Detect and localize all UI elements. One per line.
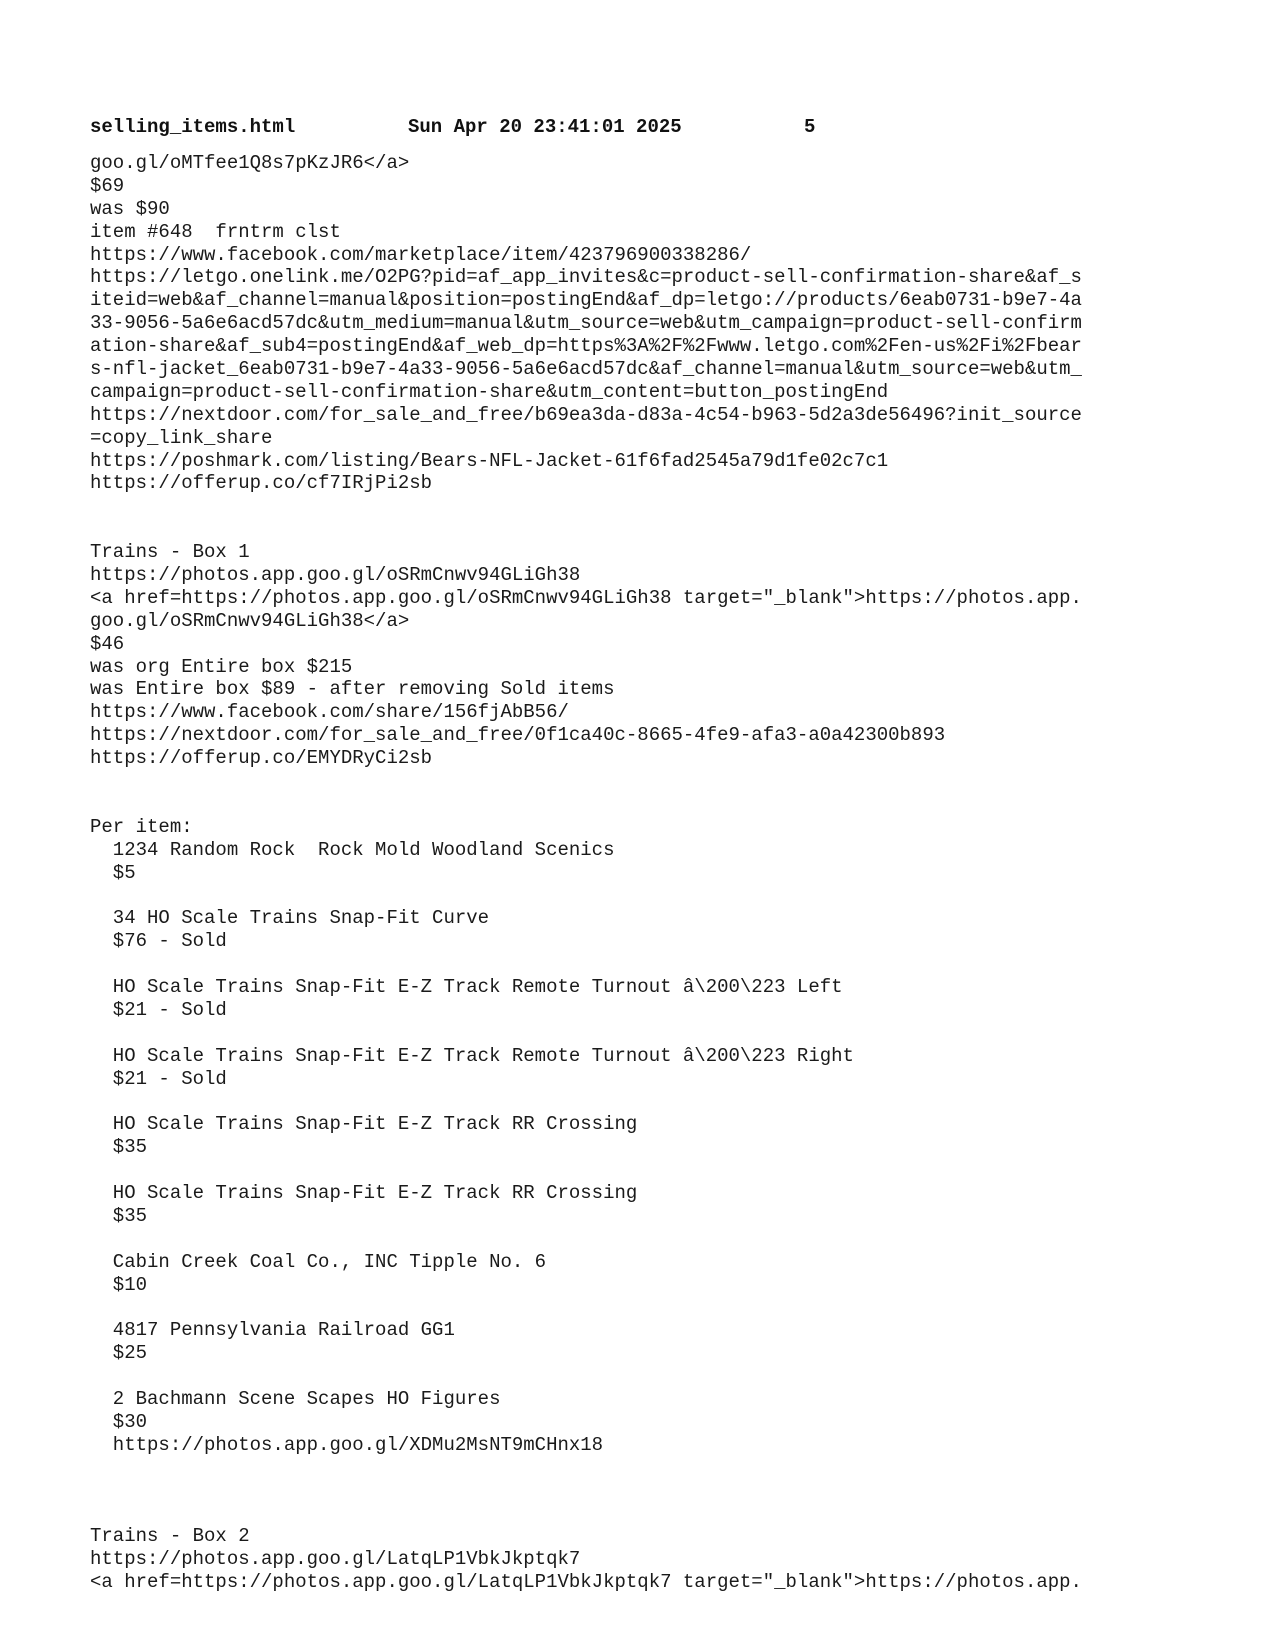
text-line: $69 xyxy=(90,174,125,197)
text-line: iteid=web&af_channel=manual&position=postingEnd&af_dp=letgo://products/6eab0731-b9e7-4a xyxy=(90,289,1082,312)
document-body xyxy=(90,152,1200,1594)
text-line xyxy=(90,885,1200,908)
text-line: was $90 xyxy=(90,197,170,220)
header-page-number: 5 xyxy=(804,116,816,138)
text-line xyxy=(90,1480,1200,1503)
text-line: https://letgo.onelink.me/O2PG?pid=af_app_invites&c=product-sell-confirmation-share&af_s xyxy=(90,266,1082,289)
text-line: =copy_link_share xyxy=(90,426,273,449)
text-line xyxy=(90,1091,1200,1114)
text-line: $25 xyxy=(90,1342,148,1365)
text-line xyxy=(90,793,1200,816)
text-line xyxy=(90,495,1200,518)
text-line xyxy=(90,518,1200,541)
text-line: https://www.facebook.com/marketplace/item/423796900338286/ xyxy=(90,243,752,266)
text-line: was Entire box $89 - after removing Sold items xyxy=(90,678,615,701)
text-line xyxy=(90,1297,1200,1320)
text-line: https://offerup.co/cf7IRjPi2sb xyxy=(90,472,433,495)
text-line xyxy=(90,953,1200,976)
header-filename: selling_items.html xyxy=(90,116,296,138)
text-line: https://poshmark.com/listing/Bears-NFL-Jacket-61f6fad2545a79d1fe02c7c1 xyxy=(90,449,889,472)
text-line xyxy=(90,1503,1200,1526)
text-line: s-nfl-jacket_6eab0731-b9e7-4a33-9056-5a6e6acd57dc&af_channel=manual&utm_source=web&utm_ xyxy=(90,358,1082,381)
text-line: HO Scale Trains Snap-Fit E-Z Track Remote Turnout â\200\223 Right xyxy=(90,1044,854,1067)
text-line: https://nextdoor.com/for_sale_and_free/b69ea3da-d83a-4c54-b963-5d2a3de56496?init_source xyxy=(90,403,1082,426)
text-line: goo.gl/oMTfee1Q8s7pKzJR6</a> xyxy=(90,152,410,174)
text-line: 2 Bachmann Scene Scapes HO Figures xyxy=(90,1388,501,1411)
text-line: https://photos.app.goo.gl/XDMu2MsNT9mCHnx18 xyxy=(90,1433,604,1456)
text-line xyxy=(90,770,1200,793)
text-line: item #648 frntrm clst xyxy=(90,220,341,243)
text-line: $76 - Sold xyxy=(90,930,227,953)
text-line: Per item: xyxy=(90,815,193,838)
text-line: HO Scale Trains Snap-Fit E-Z Track RR Crossing xyxy=(90,1182,638,1205)
text-line: Trains - Box 1 xyxy=(90,541,250,564)
text-line: $10 xyxy=(90,1273,148,1296)
text-line: $30 xyxy=(90,1410,148,1433)
text-line: 34 HO Scale Trains Snap-Fit Curve xyxy=(90,907,490,930)
text-line xyxy=(90,1365,1200,1388)
text-line xyxy=(90,1457,1200,1480)
text-line: https://photos.app.goo.gl/LatqLP1VbkJkptqk7 xyxy=(90,1548,581,1571)
text-line xyxy=(90,1228,1200,1251)
text-line: was org Entire box $215 xyxy=(90,655,353,678)
text-line: HO Scale Trains Snap-Fit E-Z Track RR Crossing xyxy=(90,1113,638,1136)
text-line: $35 xyxy=(90,1136,148,1159)
text-line: <a href=https://photos.app.goo.gl/oSRmCnwv94GLiGh38 target="_blank">https://photos.app. xyxy=(90,586,1082,609)
text-line: Trains - Box 2 xyxy=(90,1525,250,1548)
text-line: $21 - Sold xyxy=(90,1067,227,1090)
header-datetime: Sun Apr 20 23:41:01 2025 xyxy=(408,116,682,138)
text-line: https://nextdoor.com/for_sale_and_free/0f1ca40c-8665-4fe9-afa3-a0a42300b893 xyxy=(90,724,946,747)
text-line: 1234 Random Rock Rock Mold Woodland Scenics xyxy=(90,838,615,861)
text-line: 4817 Pennsylvania Railroad GG1 xyxy=(90,1319,455,1342)
text-line: https://photos.app.goo.gl/oSRmCnwv94GLiGh38 xyxy=(90,564,581,587)
text-line: $35 xyxy=(90,1204,148,1227)
text-line: https://www.facebook.com/share/156fjAbB56/ xyxy=(90,701,569,724)
text-line: goo.gl/oSRmCnwv94GLiGh38</a> xyxy=(90,609,410,632)
text-line: HO Scale Trains Snap-Fit E-Z Track Remote Turnout â\200\223 Left xyxy=(90,976,843,999)
text-line: $46 xyxy=(90,632,125,655)
text-line: $21 - Sold xyxy=(90,998,227,1021)
text-line xyxy=(90,1159,1200,1182)
text-line xyxy=(90,1022,1200,1045)
text-line: Cabin Creek Coal Co., INC Tipple No. 6 xyxy=(90,1250,547,1273)
text-line: <a href=https://photos.app.goo.gl/LatqLP1VbkJkptqk7 target="_blank">https://photos.app. xyxy=(90,1571,1082,1594)
text-line: https://offerup.co/EMYDRyCi2sb xyxy=(90,747,433,770)
text-line: ation-share&af_sub4=postingEnd&af_web_dp=https%3A%2F%2Fwww.letgo.com%2Fen-us%2Fi%2Fbear xyxy=(90,335,1082,358)
text-line: campaign=product-sell-confirmation-share&utm_content=button_postingEnd xyxy=(90,380,889,403)
text-line: $5 xyxy=(90,861,136,884)
text-line: 33-9056-5a6e6acd57dc&utm_medium=manual&utm_source=web&utm_campaign=product-sell-confirm xyxy=(90,312,1082,335)
